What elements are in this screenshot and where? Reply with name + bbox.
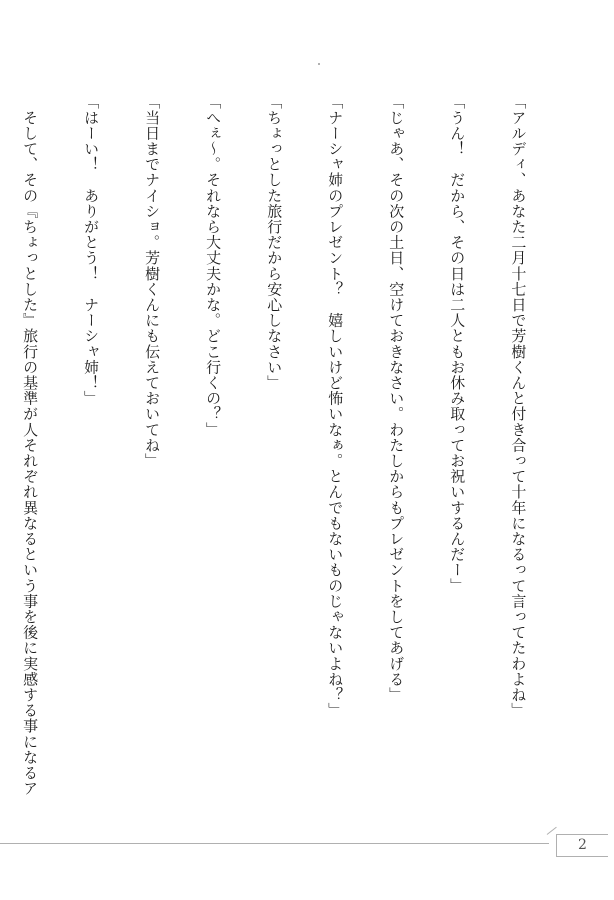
text-line: 「ナーシャ姉のプレゼント？ 嬉しいけど怖いなぁ。とんでもないものじゃないよね？」	[326, 94, 345, 718]
text-line: 「アルディ、あなた二月十七日で芳樹くんと付き合って十年になるって言ってたわよね」	[509, 94, 528, 718]
text-line: 「ちょっとした旅行だから安心しなさい」	[265, 94, 284, 391]
text-line: 「はーい！ ありがとう！ ナーシャ姉！」	[82, 94, 101, 406]
footer-rule	[0, 843, 549, 844]
vertical-text-body	[0, 94, 569, 834]
stray-mark	[318, 63, 320, 65]
text-line: 「じゃあ、その次の土日、空けておきなさい。わたしからもプレゼントをしてあげる」	[387, 94, 406, 703]
text-line: そして、その『ちょっとした』旅行の基準が人それぞれ異なるという事を後に実感する事になるア	[21, 94, 40, 796]
text-line: 「当日までナイショ。芳樹くんにも伝えておいてね」	[143, 94, 162, 469]
page-number: 2	[556, 834, 608, 857]
text-line: 「うん！ だから、その日は二人ともお休み取ってお祝いするんだー」	[448, 94, 467, 594]
text-line: 「へぇ～。それなら大丈夫かな。どこ行くの？」	[204, 94, 223, 438]
